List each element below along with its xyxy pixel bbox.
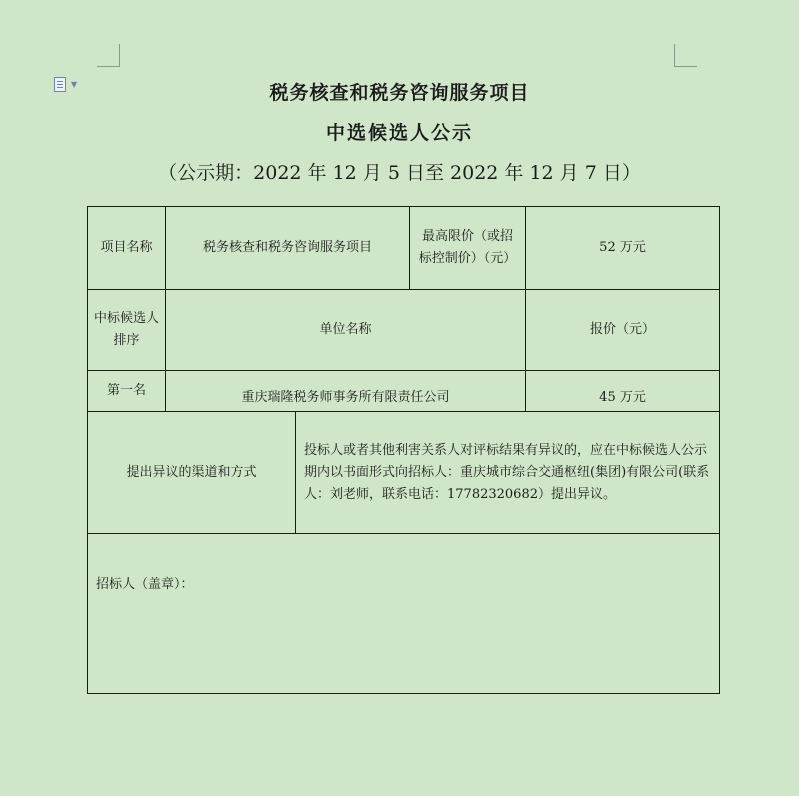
rank1-quote: 45 万元 [526, 371, 720, 412]
table-row [88, 371, 720, 412]
objection-text: 投标人或者其他利害关系人对评标结果有异议的，应在中标候选人公示期内以书面形式向招标人：重庆城市综合交通枢纽(集团)有限公司(联系人：刘老师，联系电话：17782320682）提出异议。 [296, 412, 720, 534]
rank1-unit: 重庆瑞隆税务师事务所有限责任公司 [166, 371, 526, 412]
max-price-label: 最高限价（或招标控制价）（元） [410, 207, 526, 290]
table-row [88, 290, 720, 371]
rank1-label: 第一名 [88, 371, 166, 412]
page-corner-top-right [674, 44, 697, 67]
announcement-table [87, 206, 720, 694]
table-row [88, 534, 720, 694]
page-corner-top-left [97, 44, 120, 67]
unit-name-label: 单位名称 [166, 290, 526, 371]
table-row [88, 207, 720, 290]
doc-title-line3: （公示期：2022 年 12 月 5 日至 2022 年 12 月 7 日） [158, 162, 641, 184]
caret-down-icon[interactable]: ▼ [71, 80, 78, 89]
rank-label: 中标候选人排序 [88, 290, 166, 371]
quote-label: 报价（元） [526, 290, 720, 371]
doc-title-line2: 中选候选人公示 [325, 122, 473, 144]
max-price-value: 52 万元 [526, 207, 720, 290]
objection-label: 提出异议的渠道和方式 [88, 412, 296, 534]
project-name-label: 项目名称 [88, 207, 166, 290]
project-name-value: 税务核查和税务咨询服务项目 [166, 207, 410, 290]
table-row [88, 412, 720, 534]
tenderer-seal-label: 招标人（盖章）： [88, 534, 720, 694]
doc-title-line1: 税务核查和税务咨询服务项目 [269, 82, 530, 104]
